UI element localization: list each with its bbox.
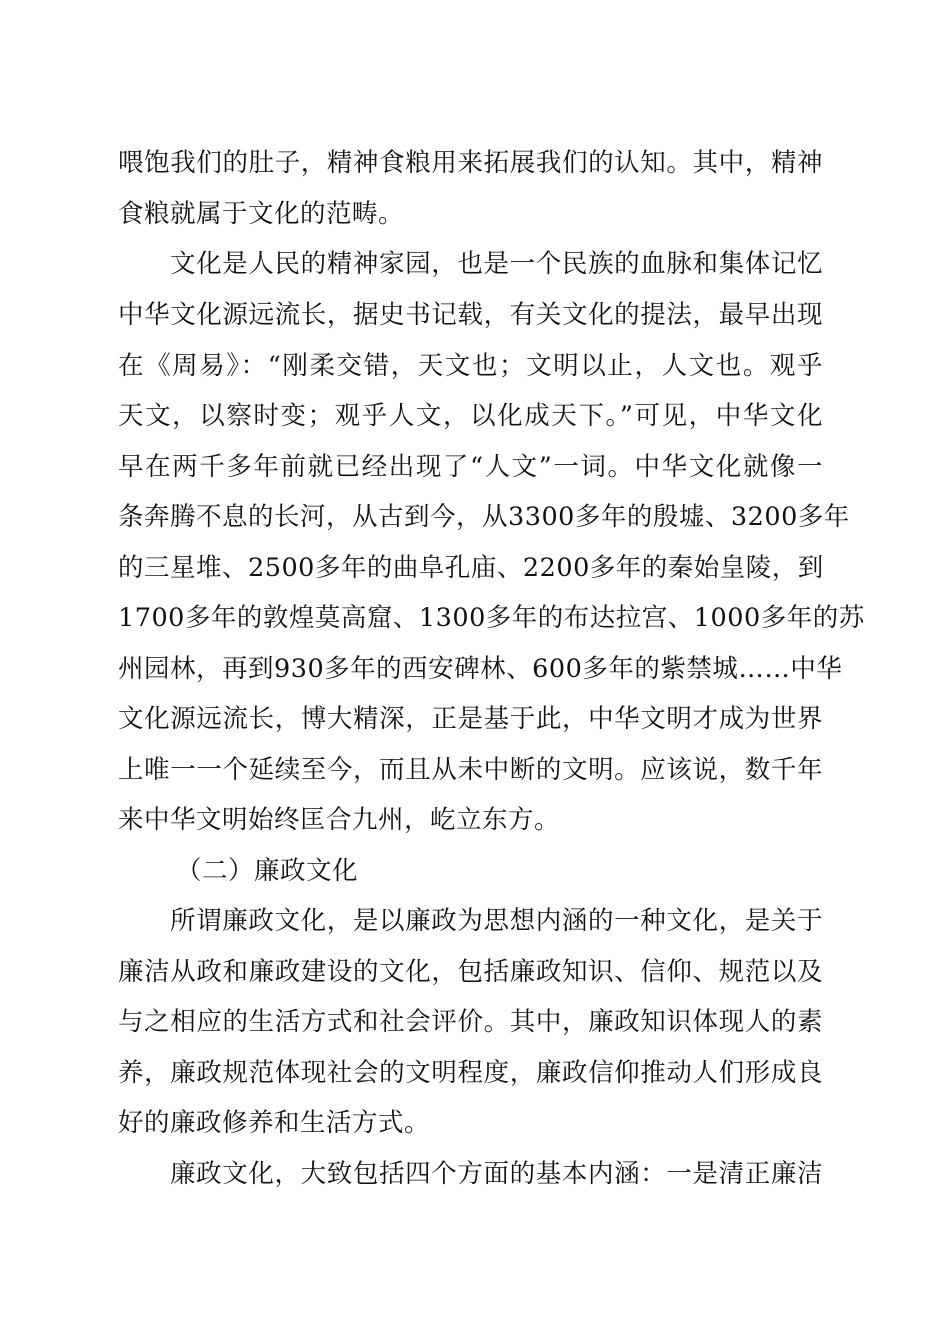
body-text-line: 文化源远流长，博大精深，正是基于此，中华文明才成为世界 — [118, 704, 823, 734]
body-text-line: 中华文化源远流长，据史书记载，有关文化的提法，最早出现 — [118, 300, 823, 330]
body-text-line: 与之相应的生活方式和社会评价。其中，廉政知识体现人的素 — [118, 1007, 823, 1037]
body-text-line: 1700多年的敦煌莫高窟、1300多年的布达拉宫、1000多年的苏 — [118, 603, 865, 633]
body-text-line: 养，廉政规范体现社会的文明程度，廉政信仰推动人们形成良 — [118, 1058, 823, 1088]
body-text-line: 上唯一一个延续至今，而且从未中断的文明。应该说，数千年 — [118, 755, 823, 785]
body-text-line: 早在两千多年前就已经出现了“人文”一词。中华文化就像一 — [118, 452, 823, 482]
paragraph-first-line: 文化是人民的精神家园，也是一个民族的血脉和集体记忆 — [170, 249, 823, 279]
body-text-line: 条奔腾不息的长河，从古到今，从3300多年的殷墟、3200多年 — [118, 502, 850, 532]
body-text-line: 喂饱我们的肚子，精神食粮用来拓展我们的认知。其中，精神 — [118, 148, 823, 178]
paragraph-first-line: 廉政文化，大致包括四个方面的基本内涵：一是清正廉洁 — [170, 1159, 823, 1189]
body-text-line: 好的廉政修养和生活方式。 — [118, 1108, 431, 1138]
body-text-line: 食粮就属于文化的范畴。 — [118, 199, 405, 229]
body-text-line: 天文，以察时变；观乎人文，以化成天下。”可见，中华文化 — [118, 401, 823, 431]
body-text-line: 的三星堆、2500多年的曲阜孔庙、2200多年的秦始皇陵，到 — [118, 553, 824, 583]
body-text-line: 廉洁从政和廉政建设的文化，包括廉政知识、信仰、规范以及 — [118, 957, 823, 987]
body-text-line: 来中华文明始终匡合九州，屹立东方。 — [118, 805, 561, 835]
body-text-line: 在《周易》：“刚柔交错，天文也；文明以止，人文也。观乎 — [118, 351, 823, 381]
section-heading: （二）廉政文化 — [176, 856, 359, 886]
paragraph-first-line: 所谓廉政文化，是以廉政为思想内涵的一种文化，是关于 — [170, 906, 823, 936]
body-text-line: 州园林，再到930多年的西安碑林、600多年的紫禁城……中华 — [118, 654, 843, 684]
